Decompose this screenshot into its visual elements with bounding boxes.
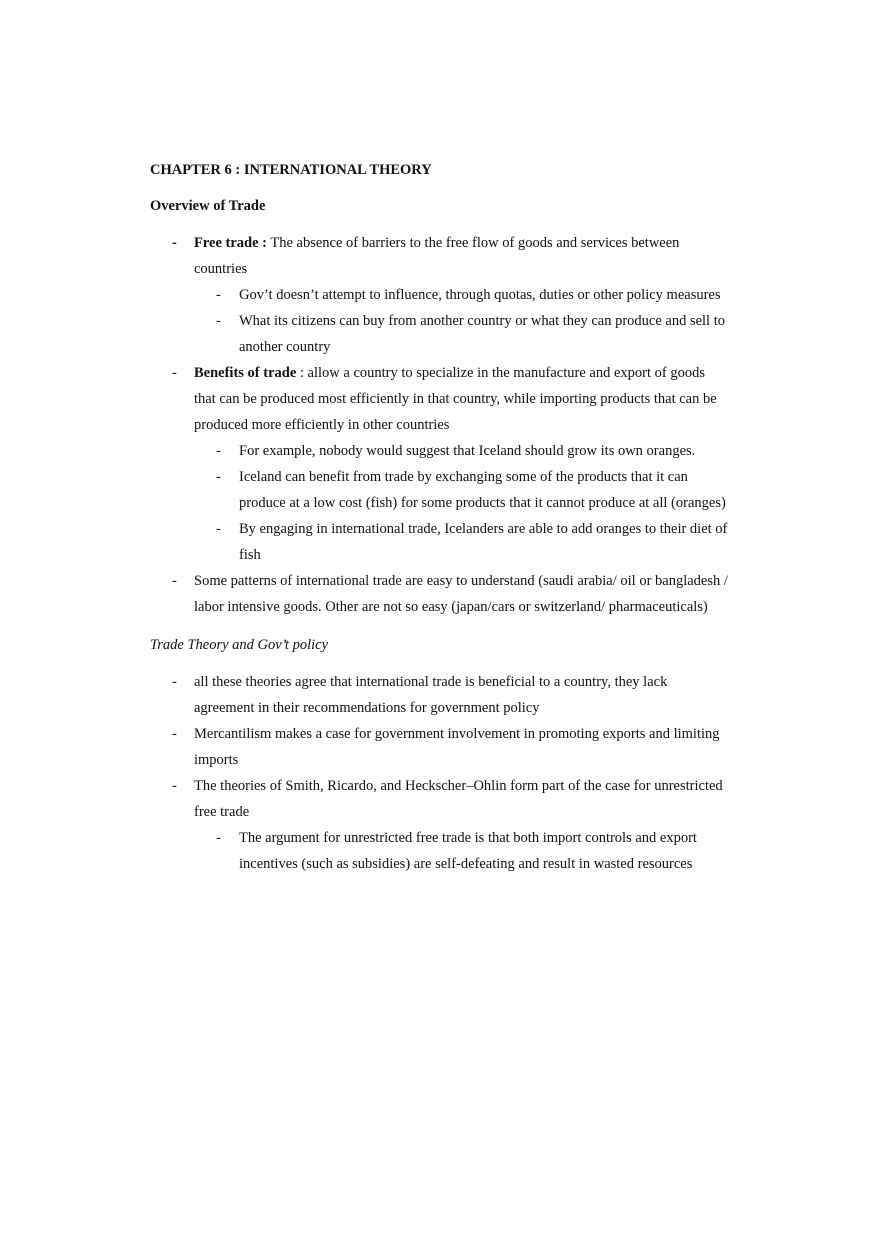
item-text: Some patterns of international trade are easy to understand (saudi arabia/ oil or bangladesh / labor intensive goods. Other are not so easy (japan/cars or switzerland/ pharmaceuticals) bbox=[194, 573, 728, 615]
bullet-dash: - bbox=[172, 235, 177, 251]
list-item-free-trade bbox=[150, 230, 729, 360]
section-heading-trade-theory: Trade Theory and Gov’t policy bbox=[150, 637, 329, 653]
sub-item bbox=[194, 516, 729, 568]
sub-item bbox=[194, 282, 729, 308]
overview-list bbox=[150, 230, 740, 620]
list-item bbox=[150, 773, 729, 877]
bullet-dash: - bbox=[172, 778, 177, 794]
bullet-dash: - bbox=[216, 830, 221, 846]
sub-list bbox=[194, 825, 729, 877]
sub-item bbox=[194, 825, 729, 877]
chapter-title: CHAPTER 6 : INTERNATIONAL THEORY bbox=[150, 162, 432, 178]
list-item-patterns bbox=[150, 568, 729, 620]
bullet-dash: - bbox=[172, 674, 177, 690]
item-text: all these theories agree that international trade is beneficial to a country, they lack agreement in their recommendations for government policy bbox=[194, 674, 668, 716]
bullet-dash: - bbox=[172, 726, 177, 742]
definition: The absence of barriers to the free flow of goods and services between countries bbox=[194, 235, 680, 277]
sub-item-text: Gov’t doesn’t attempt to influence, through quotas, duties or other policy measures bbox=[239, 287, 721, 303]
sub-item-text: For example, nobody would suggest that Iceland should grow its own oranges. bbox=[239, 443, 696, 459]
sub-item bbox=[194, 308, 729, 360]
list-item-benefits bbox=[150, 360, 729, 568]
sub-item-text: Iceland can benefit from trade by exchanging some of the products that it can produce at a low cost (fish) for some products that it cannot produce at all (oranges) bbox=[239, 469, 726, 511]
sub-item-text: The argument for unrestricted free trade is that both import controls and export incentives (such as subsidies) are self-defeating and result in wasted resources bbox=[239, 830, 697, 872]
item-text: Mercantilism makes a case for government involvement in promoting exports and limiting imports bbox=[194, 726, 720, 768]
sub-item bbox=[194, 464, 729, 516]
list-item bbox=[150, 669, 729, 721]
document-page bbox=[150, 157, 740, 877]
bullet-dash: - bbox=[172, 365, 177, 381]
sub-item-text: By engaging in international trade, Icelanders are able to add oranges to their diet of fish bbox=[239, 521, 728, 563]
bullet-dash: - bbox=[172, 573, 177, 589]
item-text: The theories of Smith, Ricardo, and Heckscher–Ohlin form part of the case for unrestricted free trade bbox=[194, 778, 723, 820]
bullet-dash: - bbox=[216, 287, 221, 303]
bullet-dash: - bbox=[216, 521, 221, 537]
sub-list bbox=[194, 438, 729, 568]
bullet-dash: - bbox=[216, 443, 221, 459]
bullet-dash: - bbox=[216, 313, 221, 329]
sub-item bbox=[194, 438, 729, 464]
sub-list bbox=[194, 282, 729, 360]
list-item bbox=[150, 721, 729, 773]
term: Benefits of trade bbox=[194, 365, 297, 381]
trade-theory-list bbox=[150, 669, 740, 877]
bullet-dash: - bbox=[216, 469, 221, 485]
section-heading-overview: Overview of Trade bbox=[150, 198, 266, 214]
term: Free trade : bbox=[194, 235, 267, 251]
definition: : allow a country to specialize in the manufacture and export of goods that can be produced most efficiently in that country, while importing products that can be produced more efficiently in other countries bbox=[194, 365, 717, 433]
sub-item-text: What its citizens can buy from another country or what they can produce and sell to another country bbox=[239, 313, 725, 355]
